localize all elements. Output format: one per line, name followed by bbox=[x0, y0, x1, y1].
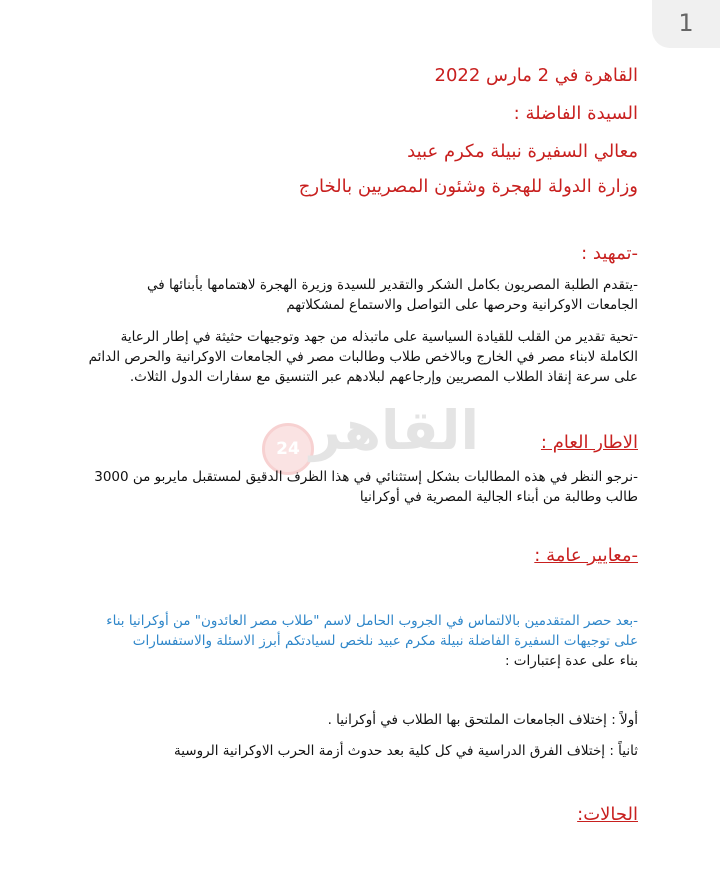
text-line: على سرعة إنقاذ الطلاب المصريين وإرجاعهم لبلادهم عبر التنسيق مع سفارات الدول الثلاث. bbox=[129, 369, 638, 385]
framework-paragraph bbox=[60, 467, 638, 507]
framework-heading: الاطار العام : bbox=[540, 432, 638, 453]
text-line: طالب وطالبة من أبناء الجالية المصرية في أوكرانيا bbox=[359, 489, 638, 505]
intro-paragraph-2 bbox=[60, 327, 638, 387]
text-line: بناء على عدة إعتبارات : bbox=[504, 653, 638, 669]
criteria-first: أولاً : إختلاف الجامعات الملتحق بها الطلاب في أوكرانيا . bbox=[327, 712, 638, 728]
cases-heading: الحالات: bbox=[577, 804, 638, 825]
page-number: 1 bbox=[652, 0, 720, 48]
text-line: الجامعات الاوكرانية وحرصها على التواصل والاستماع لمشكلاتهم bbox=[286, 297, 638, 313]
text-line: -نرجو النظر في هذه المطالبات بشكل إستثنائي في هذا الظرف الدقيق لمستقبل مايربو من 3000 bbox=[94, 469, 638, 485]
criteria-second: ثانياً : إختلاف الفرق الدراسية في كل كلية بعد حدوث أزمة الحرب الاوكرانية الروسية bbox=[173, 743, 638, 759]
text-line: الكاملة لابناء مصر في الخارج وبالاخص طلاب وطالبات مصر في الجامعات الاوكرانية والحرص الدائم bbox=[88, 349, 638, 365]
text-line: -يتقدم الطلبة المصريون بكامل الشكر والتقدير للسيدة وزيرة الهجرة لاهتمامها بأبنائها في bbox=[146, 277, 638, 293]
text-line: على توجيهات السفيرة الفاضلة نبيلة مكرم عبيد نلخص لسيادتكم أبرز الاسئلة والاستفسارات bbox=[132, 633, 638, 649]
ambassador-name: معالي السفيرة نبيلة مكرم عبيد bbox=[407, 141, 638, 162]
criteria-heading: -معايير عامة : bbox=[534, 545, 638, 566]
intro-paragraph-1 bbox=[60, 275, 638, 315]
ministry-name: وزارة الدولة للهجرة وشئون المصريين بالخارج bbox=[298, 176, 638, 197]
letter-salutation: السيدة الفاضلة : bbox=[513, 103, 638, 124]
watermark-text: القاهر bbox=[310, 399, 479, 462]
criteria-paragraph bbox=[60, 611, 638, 671]
text-line: -بعد حصر المتقدمين بالالتماس في الجروب الحامل لاسم "طلاب مصر العائدون" من أوكرانيا بناء bbox=[106, 613, 638, 629]
letter-date: القاهرة في 2 مارس 2022 bbox=[434, 65, 638, 86]
watermark-badge: 24 bbox=[262, 423, 314, 475]
intro-heading: -تمهيد : bbox=[581, 243, 638, 264]
text-line: -تحية تقدير من القلب للقيادة السياسية على ماتبذله من جهد وتوجيهات حثيثة في إطار الرعاية bbox=[120, 329, 638, 345]
